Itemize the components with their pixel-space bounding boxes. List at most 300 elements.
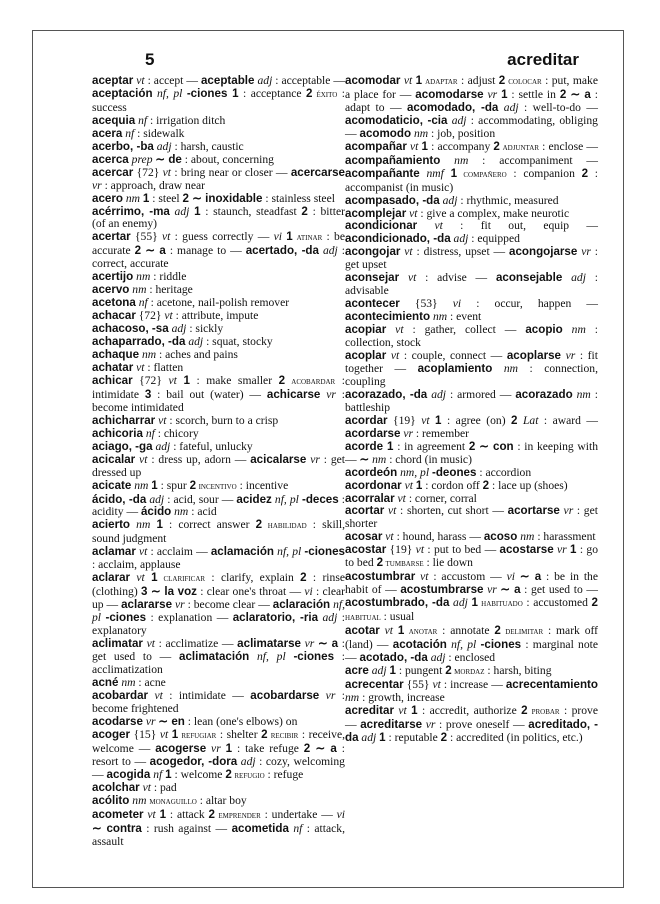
entry-text: vr: [319, 688, 342, 702]
entry-text: vt: [417, 219, 461, 233]
entry-text: aclaración: [272, 598, 331, 612]
entry-text: 2 ∼ a: [303, 741, 337, 755]
entry-text: 1: [415, 74, 423, 87]
entry-text: : bail out (water) —: [151, 387, 267, 401]
entry-text: : armored —: [449, 387, 516, 401]
entry-text: refugiar: [178, 729, 217, 741]
dictionary-entry: [92, 795, 345, 809]
entry-text: vt: [400, 74, 416, 87]
entry-text: ∼ a: [519, 570, 542, 584]
entry-text: aclararse: [121, 598, 173, 612]
dictionary-entry: [345, 298, 598, 324]
entry-text: : flatten: [147, 360, 184, 374]
entry-text: acostumbrarse: [400, 583, 484, 597]
entry-headword: acera: [92, 126, 123, 140]
entry-text: : guess correctly —: [174, 230, 274, 244]
entry-text: : acclaim —: [150, 545, 211, 559]
entry-text: : prove —: [345, 703, 599, 731]
entry-text: : explanatory: [92, 611, 345, 638]
entry-text: vt: [401, 478, 416, 492]
entry-text: vt: [139, 781, 154, 795]
entry-text: : get used to —: [520, 583, 598, 597]
entry-text: vt: [162, 230, 175, 244]
entry-text: adj: [237, 754, 260, 768]
entry-text: vr: [400, 426, 416, 440]
entry-text: : pad: [153, 781, 177, 795]
entry-text: nf: [288, 822, 307, 836]
entry-text: nm: [122, 191, 143, 205]
entry-text: acompañante: [345, 166, 420, 180]
entry-text: vi: [273, 230, 287, 244]
entry-text: 2: [301, 204, 308, 218]
entry-text: 2: [493, 139, 500, 153]
entry-text: : mark off (land) —: [345, 624, 598, 651]
entry-text: : acclimatize —: [158, 636, 238, 650]
entry-text: : accommodating, obliging —: [345, 113, 598, 140]
entry-text: -ciones 1: [186, 86, 239, 100]
entry-text: vt: [159, 727, 172, 741]
entry-text: ∼: [359, 452, 370, 466]
entry-text: vt: [142, 636, 159, 650]
entry-text: 1: [471, 596, 478, 610]
entry-text: vt: [384, 504, 401, 518]
entry-text: acotado, -da: [359, 650, 428, 664]
entry-headword: acorde 1: [345, 439, 394, 453]
entry-text: : become intimidated: [92, 387, 345, 414]
entry-text: : settle in: [507, 87, 560, 101]
entry-text: 1: [151, 571, 158, 585]
entry-text: 2: [494, 624, 501, 638]
entry-text: : attack, assault: [92, 822, 345, 849]
entry-text: nm: [130, 518, 157, 532]
entry-text: ∼ contra: [92, 822, 142, 836]
entry-text: acomodado, -da: [406, 100, 499, 114]
entry-text: -deones: [431, 465, 477, 479]
entry-text: : intimidate —: [169, 688, 251, 702]
entry-text: : gather, collect —: [412, 323, 526, 337]
entry-text: : manage to —: [165, 244, 246, 258]
entry-text: vr: [553, 543, 571, 557]
entry-headword: acrecentar: [345, 677, 404, 691]
entry-text: adj: [152, 439, 174, 453]
entry-text: : acclimatization: [92, 649, 345, 676]
entry-text: : steel: [149, 191, 183, 205]
entry-text: compañero: [457, 168, 507, 180]
entry-text: : in keeping with —: [345, 439, 598, 466]
entry-text: : award —: [543, 413, 598, 427]
entry-text: vt: [406, 206, 421, 220]
entry-headword: acerbo, -ba: [92, 139, 154, 153]
entry-text: adj: [318, 611, 342, 625]
entry-text: 1: [225, 741, 233, 755]
entry-text: vr: [206, 741, 226, 755]
entry-text: : accept —: [147, 74, 201, 87]
entry-headword: acicate: [92, 478, 132, 492]
dictionary-entry: [345, 272, 598, 298]
entry-text: : scorch, burn to a crisp: [169, 413, 279, 427]
entry-text: : annotate: [437, 624, 495, 638]
entry-text: : undertake —: [260, 808, 337, 822]
entry-text: nf: [122, 126, 138, 140]
entry-headword: acné: [92, 675, 119, 689]
entry-text: acercarse: [290, 165, 345, 179]
entry-text: vt: [130, 571, 152, 585]
entry-text: : acid, sour —: [167, 492, 237, 506]
entry-text: vt: [143, 808, 160, 822]
entry-text: : aches and pains: [159, 348, 238, 362]
entry-text: : shelter: [216, 727, 262, 741]
entry-text: acontecimiento: [345, 310, 431, 324]
entry-text: ∼ a: [317, 636, 339, 650]
entry-text: vt: [148, 688, 170, 702]
entry-text: acreditarse: [360, 717, 423, 731]
entry-text: : clarify, explain: [205, 571, 301, 585]
entry-headword: acordar: [345, 413, 388, 427]
entry-text: {19}: [386, 543, 416, 557]
dictionary-entry: [345, 389, 598, 415]
entry-text: : intimidate: [92, 373, 346, 401]
dictionary-entry: [345, 679, 598, 705]
entry-text: aclamación: [210, 545, 274, 559]
entry-text: vr: [172, 598, 188, 612]
entry-text: : chicory: [157, 426, 199, 440]
left-column: [92, 75, 345, 849]
entry-text: vt: [382, 530, 397, 544]
entry-headword: aconsejar: [345, 271, 400, 285]
entry-text: : spur: [157, 478, 190, 492]
entry-headword: acosar: [345, 530, 383, 544]
entry-text: adj: [427, 650, 449, 664]
entry-headword: acierto: [92, 518, 131, 532]
entry-text: : marginal note —: [345, 637, 598, 664]
entry-text: aclimatación: [179, 649, 250, 663]
entry-text: {72}: [135, 309, 165, 323]
entry-text: adj: [449, 596, 472, 610]
entry-text: 3 ∼ la voz: [141, 585, 197, 599]
entry-text: vt: [162, 165, 175, 179]
entry-text: 2: [189, 478, 197, 492]
entry-headword: acetona: [92, 296, 136, 310]
entry-text: adj: [153, 139, 175, 153]
entry-text: vt: [135, 545, 151, 559]
dictionary-entry: [92, 638, 345, 677]
entry-text: 2: [498, 74, 506, 87]
entry-text: : accompanist (in music): [345, 166, 599, 194]
entry-text: vt: [400, 245, 417, 259]
entry-text: : acid: [191, 505, 217, 519]
entry-text: : harsh, caustic: [174, 139, 244, 153]
entry-text: acomodo: [359, 126, 412, 140]
entry-headword: aciago, -ga: [92, 439, 153, 453]
entry-text: acompañamiento: [345, 153, 441, 167]
entry-text: 2 ∼ a: [134, 244, 166, 258]
entry-text: vi: [452, 297, 477, 311]
entry-text: : stainless steel: [262, 191, 335, 205]
entry-text: : remember: [415, 426, 470, 440]
entry-text: nf: [142, 426, 158, 440]
entry-text: 2: [482, 478, 490, 492]
entry-text: 1: [501, 87, 508, 101]
entry-text: vt: [386, 323, 413, 337]
entry-text: nmf: [419, 166, 451, 180]
entry-headword: achicoria: [92, 426, 143, 440]
entry-text: : accustom —: [433, 570, 507, 584]
entry-text: : acidity —: [92, 492, 345, 519]
entry-text: : squat, stocky: [206, 335, 273, 349]
entry-text: : growth, increase: [362, 690, 445, 704]
entry-text: nm: [572, 387, 595, 401]
entry-text: adj: [498, 100, 525, 114]
entry-text: 2: [261, 727, 268, 741]
entry-text: clarificar: [157, 573, 206, 585]
entry-headword: acometer: [92, 808, 144, 822]
entry-headword: acertar: [92, 230, 131, 244]
entry-text: : incentive: [236, 478, 289, 492]
entry-text: 2: [376, 556, 384, 570]
entry-text: : take refuge: [232, 741, 304, 755]
entry-text: colocar: [505, 76, 542, 87]
entry-text: : well-to-do —: [524, 100, 598, 114]
entry-headword: achaque: [92, 348, 140, 362]
entry-text: vt: [421, 413, 436, 427]
dictionary-entry: [92, 494, 345, 520]
entry-text: : correct answer: [162, 518, 256, 532]
entry-text: : clear up —: [92, 585, 346, 612]
entry-headword: acordonar: [345, 478, 402, 492]
entry-text: nm, pl: [397, 465, 432, 479]
entry-text: : put, make a place for —: [345, 74, 598, 101]
entry-text: nm: [118, 675, 139, 689]
entry-text: : connection, coupling: [345, 361, 599, 388]
entry-text: : occur, happen —: [476, 297, 598, 311]
dictionary-entry: [345, 441, 598, 467]
entry-text: -deces: [301, 492, 339, 506]
entry-headword: acólito: [92, 794, 130, 808]
dictionary-entry: [92, 231, 345, 271]
dictionary-entry: [345, 141, 598, 195]
entry-text: : enclosed: [448, 650, 496, 664]
entry-text: vr: [306, 452, 324, 466]
entry-text: {72}: [133, 165, 163, 179]
entry-text: nf, pl: [152, 86, 187, 100]
dictionary-entry: [92, 809, 345, 849]
entry-text: acrecentamiento: [505, 677, 598, 691]
entry-text: {19}: [387, 413, 422, 427]
entry-text: mordaz: [451, 665, 485, 677]
entry-text: : riddle: [153, 270, 187, 284]
entry-text: : bitter (of an enemy): [92, 204, 345, 231]
entry-text: {55}: [130, 230, 162, 244]
entry-text: acondicionado, -da: [345, 232, 451, 246]
entry-text: vr: [320, 387, 342, 401]
entry-text: vt: [155, 413, 170, 427]
entry-text: : enclose —: [539, 139, 598, 153]
entry-text: nm: [440, 153, 483, 167]
entry-text: adjuntar: [499, 141, 539, 153]
entry-text: tumbarse: [383, 558, 424, 570]
entry-text: vi: [506, 570, 520, 584]
entry-text: nm: [492, 361, 530, 375]
entry-text: adj: [368, 663, 390, 677]
entry-text: : pungent: [395, 663, 446, 677]
entry-text: vr: [142, 714, 159, 728]
entry-text: : acceptance: [238, 86, 306, 100]
entry-headword: acomodar: [345, 74, 401, 87]
entry-text: nm: [411, 126, 432, 140]
entry-text: 2: [591, 596, 598, 610]
entry-headword: achaparrado, -da: [92, 335, 186, 349]
entry-text: : advise —: [425, 271, 496, 285]
entry-text: : be accurate: [92, 230, 346, 258]
entry-text: : cozy, welcoming —: [92, 754, 345, 781]
entry-text: acordarse: [345, 426, 401, 440]
entry-text: 2: [278, 373, 286, 387]
entry-text: 2: [300, 571, 307, 585]
entry-text: aclimatarse: [237, 636, 301, 650]
entry-text: adj: [169, 204, 195, 218]
entry-text: {55}: [403, 677, 433, 691]
entry-text: : accredit, authorize: [417, 703, 522, 717]
entry-text: : prove oneself —: [439, 717, 529, 731]
entry-text: : accustomed: [522, 596, 592, 610]
entry-text: : distress, upset —: [416, 245, 510, 259]
entry-text: vt: [168, 373, 184, 387]
entry-headword: acostar: [345, 543, 387, 557]
entry-text: : fateful, unlucky: [173, 439, 253, 453]
entry-text: : approach, draw near: [104, 178, 205, 192]
entry-headword: acostumbrar: [345, 570, 416, 584]
entry-text: nm: [345, 690, 363, 704]
entry-headword: achicar: [92, 373, 133, 387]
entry-text: acoso: [483, 530, 518, 544]
right-column: [345, 75, 598, 745]
entry-text: 2 ∼ con: [468, 439, 514, 453]
dictionary-entry: [345, 415, 598, 441]
entry-text: vt: [415, 570, 434, 584]
entry-text: : acetone, nail-polish remover: [150, 296, 290, 310]
entry-headword: acoplar: [345, 349, 387, 363]
entry-text: vt: [394, 491, 409, 505]
entry-text: : rinse (clothing): [92, 571, 345, 599]
entry-text: acorazado: [515, 387, 573, 401]
entry-text: monaguillo: [149, 796, 197, 808]
entry-text: 2: [255, 518, 263, 532]
entry-text: : correct, accurate: [92, 244, 345, 271]
entry-text: achicarse: [266, 387, 321, 401]
entry-text: probar: [527, 705, 560, 717]
entry-text: : battleship: [345, 387, 598, 414]
entry-text: 1: [183, 373, 190, 387]
entry-headword: acero: [92, 191, 123, 205]
entry-text: nf, pl: [274, 545, 305, 559]
entry-text: acoplamiento: [417, 361, 493, 375]
entry-text: : in agreement: [393, 439, 469, 453]
entry-text: 2: [581, 166, 589, 180]
entry-text: nm: [517, 530, 538, 544]
dictionary-entry: [92, 729, 345, 783]
entry-text: acopio: [525, 323, 563, 337]
dictionary-entry: [345, 75, 598, 141]
entry-headword: acobardar: [92, 688, 149, 702]
entry-text: 1: [151, 478, 158, 492]
entry-text: : make smaller: [189, 373, 279, 387]
entry-text: nm: [133, 270, 154, 284]
entry-text: 2: [208, 808, 215, 822]
page-frame: [32, 30, 624, 888]
entry-text: acometida: [231, 822, 289, 836]
entry-text: : bring near or closer —: [174, 165, 291, 179]
dictionary-entry: [92, 75, 345, 115]
entry-text: : become frightened: [92, 688, 345, 715]
entry-text: vr: [483, 583, 501, 597]
entry-text: acomodarse: [415, 87, 484, 101]
entry-headword: achatar: [92, 360, 134, 374]
entry-text: adj: [427, 387, 450, 401]
entry-text: : increase —: [443, 677, 506, 691]
entry-text: acoplarse: [506, 349, 561, 363]
dictionary-entry: [92, 375, 345, 415]
entry-headword: acolchar: [92, 781, 140, 795]
entry-text: acogerse: [155, 741, 207, 755]
entry-text: -ciones: [480, 637, 522, 651]
entry-text: 1: [415, 478, 423, 492]
entry-text: : attribute, impute: [175, 309, 259, 323]
entry-text: : couple, connect —: [403, 349, 507, 363]
entry-text: acreditado, -da: [345, 717, 598, 744]
entry-text: vt: [133, 74, 148, 87]
dictionary-entry: [92, 480, 345, 494]
entry-text: vr: [422, 717, 440, 731]
entry-text: nm: [129, 794, 150, 808]
entry-text: nm: [562, 323, 595, 337]
entry-text: nf: [135, 296, 151, 310]
entry-text: vt: [135, 452, 152, 466]
entry-headword: acercar: [92, 165, 134, 179]
entry-text: : shorten, cut short —: [400, 504, 508, 518]
entry-text: adj: [447, 113, 471, 127]
entry-text: ∼ de: [155, 152, 182, 166]
entry-text: vt: [432, 677, 444, 691]
entry-text: habilidad: [262, 520, 307, 532]
entry-text: vt: [399, 271, 426, 285]
entry-text: 2: [445, 663, 452, 677]
entry-text: : harassment: [537, 530, 596, 544]
entry-text: : fit together —: [345, 349, 598, 375]
entry-text: : receive, welcome —: [92, 727, 345, 755]
entry-headword: acre: [345, 663, 369, 677]
entry-text: 2 ∼ inoxidable: [182, 191, 263, 205]
entry-text: 1: [421, 139, 428, 153]
entry-text: -ciones: [304, 545, 345, 559]
entry-text: acicalarse: [250, 452, 307, 466]
entry-text: : get dressed up: [92, 452, 345, 479]
dictionary-entry: [345, 571, 598, 625]
entry-text: 1: [450, 166, 458, 180]
dictionary-entry: [345, 625, 598, 665]
entry-text: adj: [562, 271, 595, 285]
entry-text: : cordon off: [422, 478, 483, 492]
entry-text: : success: [92, 86, 345, 114]
entry-text: : reputable: [385, 730, 441, 744]
entry-text: adj: [450, 232, 472, 246]
entry-text: : advisable: [345, 271, 598, 298]
guide-word: acreditar: [507, 50, 579, 69]
entry-text: delimitar: [500, 626, 544, 638]
entry-text: : lie down: [423, 556, 473, 570]
entry-text: nm: [131, 478, 152, 492]
entry-text: nf, pl: [446, 637, 481, 651]
entry-text: adj: [358, 730, 380, 744]
